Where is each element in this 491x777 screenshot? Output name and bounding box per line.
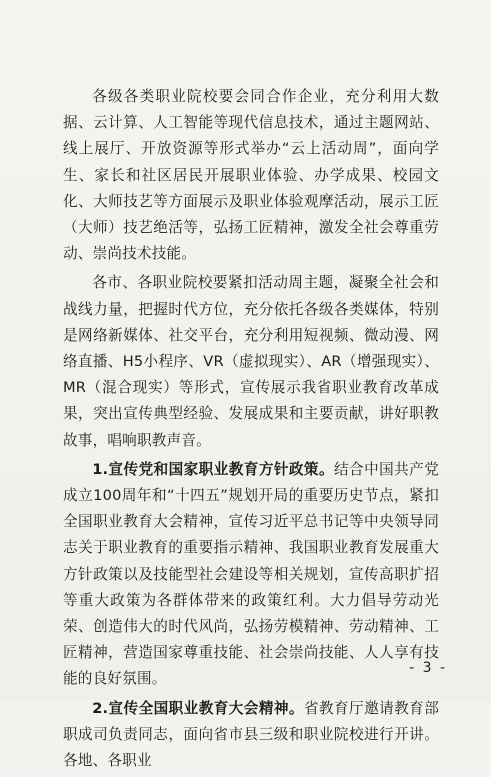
document-body — [63, 84, 439, 777]
paragraph-policy-promotion — [63, 457, 439, 693]
paragraph-lead: 1.宣传党和国家职业教育方针政策。 — [92, 460, 334, 478]
paragraph-conference-spirit — [63, 696, 439, 775]
paragraph-cloud-activity-week — [63, 84, 439, 267]
paragraph-text: 省教育厅邀请教育部职成司负责同志，面向省市县三级和职业院校进行开讲。各地、各职业 — [63, 699, 439, 770]
page-number: - 3 - — [409, 660, 447, 676]
paragraph-text: 各级各类职业院校要会同合作企业，充分利用大数据、云计算、人工智能等现代信息技术，通过主题网站、线上展厅、开放资源等形式举办“云上活动周”，面向学生、家长和社区居民开展职业体验、办学成果、校园文化、大师技艺等方面展示及职业体验观摩活动，展示工匠（大师）技艺绝活等，弘扬工匠精神，激发全社会尊重劳动、崇尚技术技能。 — [63, 88, 439, 263]
paragraph-text: 各市、各职业院校要紧扣活动周主题，凝聚全社会和战线力量，把握时代方位，充分依托各级各类媒体，特别是网络新媒体、社交平台，充分利用短视频、微动漫、网络直播、H5小程序、VR（虚拟现实）、AR（增强现实）、MR（混合现实）等形式，宣传展示我省职业教育改革成果，突出宣传典型经验、发展成果和主要贡献，讲好职教故事，唱响职教声音。 — [63, 274, 439, 449]
paragraph-text: 结合中国共产党成立100周年和“十四五”规划开局的重要历史节点，紧扣全国职业教育大会精神，宣传习近平总书记等中央领导同志关于职业教育的重要指示精神、我国职业教育发展重大方针政策以及技能型社会建设等相关规划，宣传高职扩招等重大政策为各群体带来的政策红利。大力倡导劳动光荣、创造伟大的时代风尚，弘扬劳模精神、劳动精神、工匠精神，营造国家尊重技能、社会崇尚技能、人人享有技能的良好氛围。 — [63, 460, 439, 688]
paragraph-media-promotion — [63, 270, 439, 453]
paragraph-lead: 2.宣传全国职业教育大会精神。 — [92, 699, 304, 717]
